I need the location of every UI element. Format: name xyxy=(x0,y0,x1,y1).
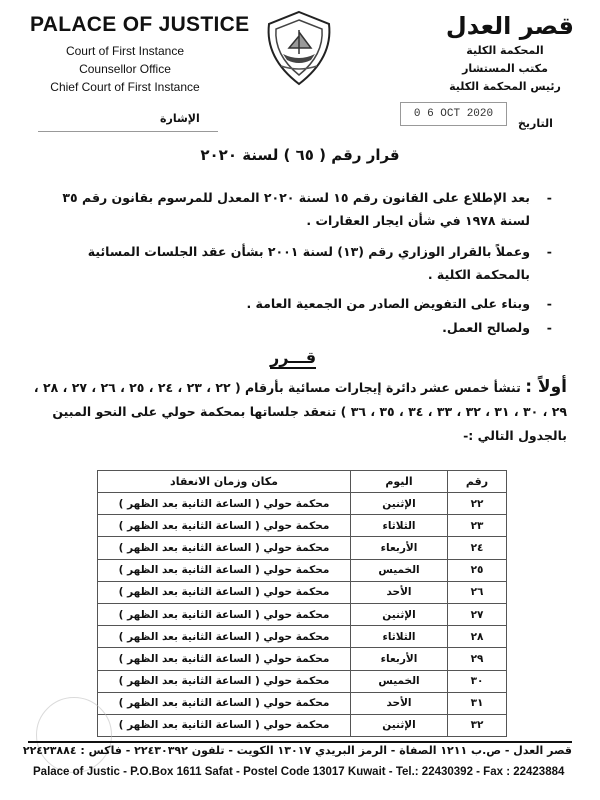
reference-label: الإشارة xyxy=(160,112,200,125)
row-place-time: محكمة حولي ( الساعة الثانية بعد الظهر ) xyxy=(98,692,351,714)
table-header-row xyxy=(98,471,507,493)
row-day: الأربعاء xyxy=(351,537,448,559)
first-clause xyxy=(27,375,567,448)
preamble-item xyxy=(30,240,552,286)
arabic-subtitle-2: مكتب المستشار xyxy=(462,62,548,75)
table-row xyxy=(98,515,507,537)
bullet-dash: - xyxy=(546,296,552,311)
decision-title: قرار رقم ( ٦٥ ) لسنة ٢٠٢٠ xyxy=(200,146,400,164)
preamble-item xyxy=(30,316,552,339)
row-day: الخميس xyxy=(351,559,448,581)
row-day: الإثنين xyxy=(351,603,448,625)
bullet-dash: - xyxy=(546,244,552,259)
table-row xyxy=(98,670,507,692)
header-day: اليوم xyxy=(351,471,448,493)
row-place-time: محكمة حولي ( الساعة الثانية بعد الظهر ) xyxy=(98,515,351,537)
row-number: ٢٢ xyxy=(448,493,507,515)
preamble-item xyxy=(30,292,552,315)
row-number: ٢٧ xyxy=(448,603,507,625)
row-place-time: محكمة حولي ( الساعة الثانية بعد الظهر ) xyxy=(98,581,351,603)
table-row xyxy=(98,714,507,736)
row-day: الأربعاء xyxy=(351,648,448,670)
row-day: الإثنين xyxy=(351,493,448,515)
row-number: ٢٣ xyxy=(448,515,507,537)
table-row xyxy=(98,648,507,670)
table-row xyxy=(98,537,507,559)
preamble-text: بعد الإطلاع على القانون رقم ١٥ لسنة ٢٠٢٠ المعدل للمرسوم بقانون رقم ٣٥ لسنة ١٩٧٨ في شأن ايجار العقارات . xyxy=(62,190,530,228)
row-number: ٢٦ xyxy=(448,581,507,603)
row-place-time: محكمة حولي ( الساعة الثانية بعد الظهر ) xyxy=(98,626,351,648)
table-row xyxy=(98,559,507,581)
row-number: ٢٥ xyxy=(448,559,507,581)
row-day: الإثنين xyxy=(351,714,448,736)
bullet-dash: - xyxy=(546,320,552,335)
footer-arabic-address: قصر العدل - ص.ب ١٢١١ الصفاة - الرمز البريدي ١٣٠١٧ الكويت - تلفون ٢٢٤٣٠٣٩٢ - فاكس : ٢٢٤٢٣٨٨٤ xyxy=(22,744,572,757)
row-day: الثلاثاء xyxy=(351,626,448,648)
table-row xyxy=(98,493,507,515)
date-stamp: 0 6 OCT 2020 xyxy=(400,102,507,126)
header-place-time: مكان وزمان الانعقاد xyxy=(98,471,351,493)
table-row xyxy=(98,603,507,625)
row-day: الثلاثاء xyxy=(351,515,448,537)
row-place-time: محكمة حولي ( الساعة الثانية بعد الظهر ) xyxy=(98,714,351,736)
row-number: ٣٢ xyxy=(448,714,507,736)
row-place-time: محكمة حولي ( الساعة الثانية بعد الظهر ) xyxy=(98,648,351,670)
arabic-subtitle-3: رئيس المحكمة الكلية xyxy=(449,80,561,93)
row-place-time: محكمة حولي ( الساعة الثانية بعد الظهر ) xyxy=(98,537,351,559)
footer-english-address: Palace of Justic - P.O.Box 1611 Safat - Postel Code 13017 Kuwait - Tel.: 22430392 - Fax : 22423884 xyxy=(33,766,565,778)
arabic-title: قصر العدل xyxy=(445,12,574,40)
row-place-time: محكمة حولي ( الساعة الثانية بعد الظهر ) xyxy=(98,493,351,515)
row-place-time: محكمة حولي ( الساعة الثانية بعد الظهر ) xyxy=(98,559,351,581)
row-number: ٣٠ xyxy=(448,670,507,692)
footer-divider xyxy=(28,741,572,743)
preamble-text: وعملاً بالقرار الوزاري رقم (١٣) لسنة ٢٠٠١ بشأن عقد الجلسات المسائية بالمحكمة الكلية . xyxy=(87,244,530,282)
row-place-time: محكمة حولي ( الساعة الثانية بعد الظهر ) xyxy=(98,603,351,625)
row-number: ٣١ xyxy=(448,692,507,714)
row-number: ٢٤ xyxy=(448,537,507,559)
english-subtitle-3: Chief Court of First Instance xyxy=(50,80,200,94)
preamble-text: وبناء على التفويض الصادر من الجمعية العامة . xyxy=(246,296,530,311)
table-row xyxy=(98,581,507,603)
preamble-text: ولصالح العمل. xyxy=(442,320,530,335)
row-place-time: محكمة حولي ( الساعة الثانية بعد الظهر ) xyxy=(98,670,351,692)
first-clause-text: تنشأ خمس عشر دائرة إيجارات مسائية بأرقام ( ٢٢ ، ٢٣ ، ٢٤ ، ٢٥ ، ٢٦ ، ٢٧ ، ٢٨ ، ٢٩ ، ٣٠ ، ٣١ ، ٣٢ ، ٣٣ ، ٣٤ ، ٣٥ ، ٣٦ ) تنعقد جلساتها بمحكمة حولي على النحو المبين بالجدول التالي :- xyxy=(33,380,567,443)
header-number: رقم xyxy=(448,471,507,493)
table-row xyxy=(98,692,507,714)
bullet-dash: - xyxy=(546,190,552,205)
decided-heading: قـــرر xyxy=(270,348,317,367)
row-number: ٢٩ xyxy=(448,648,507,670)
english-subtitle-1: Court of First Instance xyxy=(65,44,185,58)
table-row xyxy=(98,626,507,648)
preamble-item xyxy=(30,186,552,232)
row-number: ٢٨ xyxy=(448,626,507,648)
kuwait-emblem-icon xyxy=(259,8,339,88)
arabic-subtitle-1: المحكمة الكلية xyxy=(466,44,544,57)
row-day: الأحد xyxy=(351,692,448,714)
first-clause-label: أولاً : xyxy=(525,377,567,397)
faded-seal-stamp xyxy=(36,697,112,773)
row-day: الأحد xyxy=(351,581,448,603)
english-subtitle-2: Counsellor Office xyxy=(79,62,171,76)
date-label: التاريخ xyxy=(518,117,553,130)
row-day: الخميس xyxy=(351,670,448,692)
english-title: PALACE OF JUSTICE xyxy=(30,13,250,36)
schedule-table xyxy=(97,470,507,737)
